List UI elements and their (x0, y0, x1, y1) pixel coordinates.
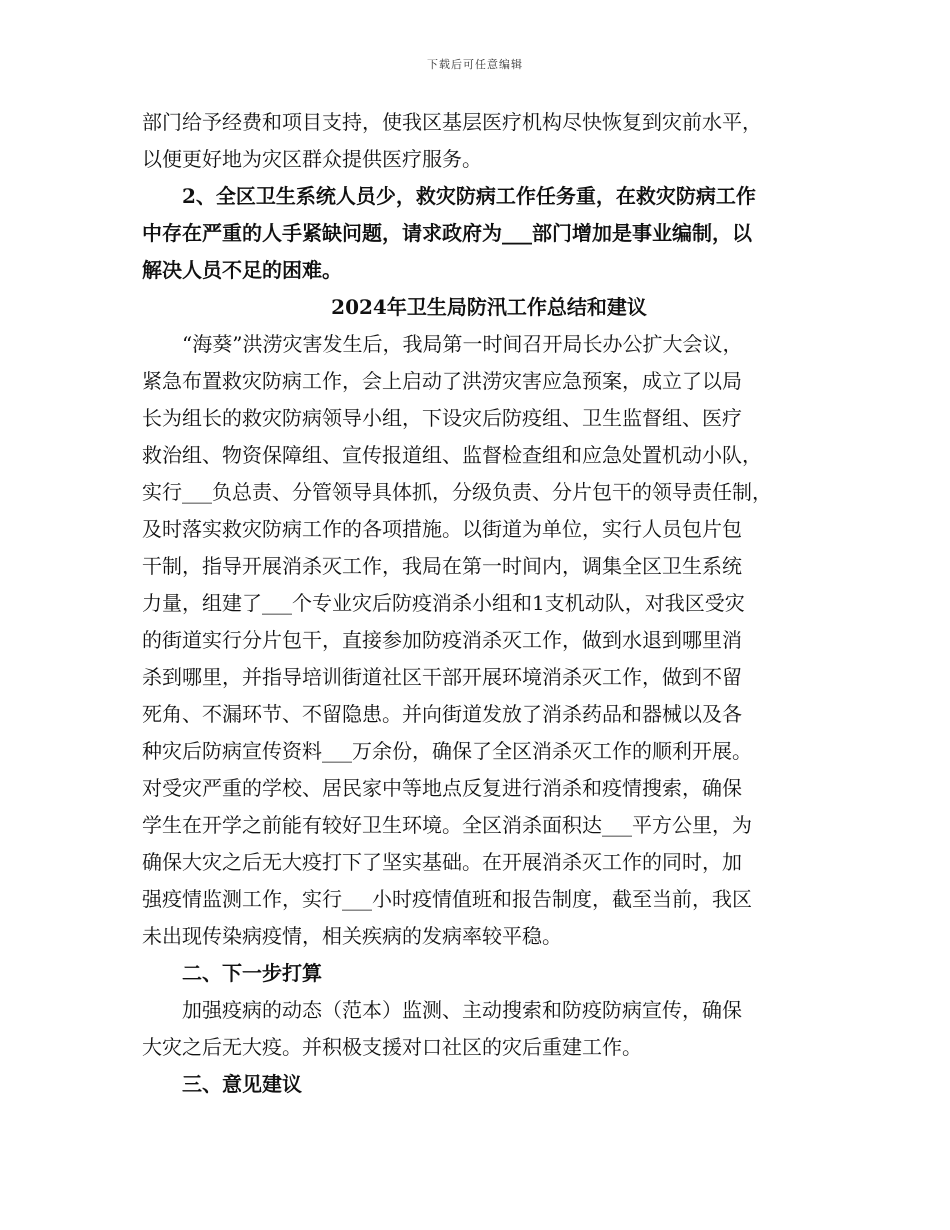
paragraph-line: 干制，指导开展消杀灭工作，我局在第一时间内，调集全区卫生系统 (142, 554, 742, 578)
paragraph-line: 长为组长的救灾防病领导小组，下设灾后防疫组、卫生监督组、医疗 (142, 406, 742, 430)
paragraph-line: 以便更好地为灾区群众提供医疗服务。 (142, 147, 482, 171)
paragraph-line: 种灾后防病宣传资料___万余份，确保了全区消杀灭工作的顺利开展。 (142, 739, 752, 763)
paragraph-line: 未出现传染病疫情，相关疾病的发病率较平稳。 (142, 924, 562, 948)
paragraph-line: 及时落实救灾防病工作的各项措施。以街道为单位，实行人员包片包 (142, 517, 742, 541)
paragraph-line: 加强疫病的动态（范本）监测、主动搜索和防疫防病宣传，确保 (142, 998, 742, 1022)
paragraph-line: 部门给予经费和项目支持，使我区基层医疗机构尽快恢复到灾前水平， (142, 110, 762, 134)
paragraph-line: 杀到哪里，并指导培训街道社区干部开展环境消杀灭工作，做到不留 (142, 665, 742, 689)
section-title: 2024年卫生局防汛工作总结和建议 (331, 295, 647, 319)
paragraph-line: 学生在开学之前能有较好卫生环境。全区消杀面积达___平方公里，为 (142, 813, 752, 837)
paragraph-line: 死角、不漏环节、不留隐患。并向街道发放了消杀药品和器械以及各 (142, 702, 742, 726)
bold-paragraph-line: 2、全区卫生系统人员少，救灾防病工作任务重，在救灾防病工作 (142, 184, 756, 208)
bold-paragraph-line: 二、下一步打算 (142, 961, 322, 985)
paragraph-line: 力量，组建了___个专业灾后防疫消杀小组和1支机动队，对我区受灾 (142, 591, 745, 615)
page-header: 下载后可任意编辑 (427, 58, 523, 71)
document-body (142, 104, 822, 1103)
paragraph-line: 强疫情监测工作，实行___小时疫情值班和报告制度，截至当前，我区 (142, 887, 752, 911)
paragraph-line: 确保大灾之后无大疫打下了坚实基础。在开展消杀灭工作的同时，加 (142, 850, 742, 874)
paragraph-line: 对受灾严重的学校、居民家中等地点反复进行消杀和疫情搜索，确保 (142, 776, 742, 800)
bold-paragraph-line: 中存在严重的人手紧缺问题，请求政府为___部门增加是事业编制，以 (142, 221, 752, 245)
paragraph-line: 大灾之后无大疫。并积极支援对口社区的灾后重建工作。 (142, 1035, 642, 1059)
paragraph-line: “海葵”洪涝灾害发生后，我局第一时间召开局长办公扩大会议， (142, 332, 743, 356)
paragraph-line: 的街道实行分片包干，直接参加防疫消杀灭工作，做到水退到哪里消 (142, 628, 742, 652)
paragraph-line: 救治组、物资保障组、宣传报道组、监督检查组和应急处置机动小队， (142, 443, 762, 467)
paragraph-line: 实行___负总责、分管领导具体抓，分级负责、分片包干的领导责任制， (142, 480, 772, 504)
bold-paragraph-line: 解决人员不足的困难。 (142, 258, 342, 282)
paragraph-line: 紧急布置救灾防病工作，会上启动了洪涝灾害应急预案，成立了以局 (142, 369, 742, 393)
bold-paragraph-line: 三、意见建议 (142, 1072, 302, 1096)
